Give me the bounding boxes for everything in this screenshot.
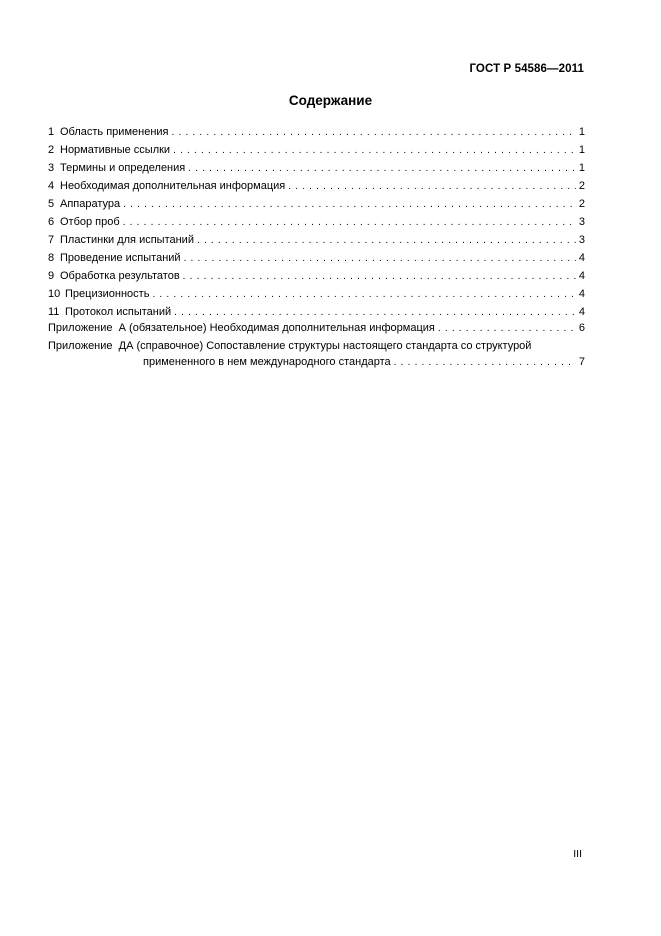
toc-entry-number: 10 bbox=[48, 288, 61, 300]
table-of-contents bbox=[48, 121, 585, 369]
toc-entry-title: Отбор проб bbox=[60, 216, 120, 228]
toc-entry-title: Обработка результатов bbox=[60, 270, 180, 282]
toc-leader-dots bbox=[173, 144, 576, 157]
toc-entry-title: Пластинки для испытаний bbox=[60, 234, 194, 246]
toc-appendix-title: ДА (справочное) Сопоставление структуры настоящего стандарта со структурой bbox=[118, 340, 532, 352]
toc-entry-11[interactable] bbox=[48, 301, 585, 319]
toc-entry-number: 6 bbox=[48, 216, 55, 228]
toc-entry-title: Аппаратура bbox=[60, 198, 121, 210]
toc-entry-8[interactable] bbox=[48, 247, 585, 265]
toc-entry-title: Проведение испытаний bbox=[60, 252, 181, 264]
toc-entry-number: 2 bbox=[48, 144, 55, 156]
toc-entry-2[interactable] bbox=[48, 139, 585, 157]
toc-appendix-title-continued: примененного в нем международного стандарта bbox=[143, 356, 391, 368]
toc-entry-number: 11 bbox=[48, 306, 60, 318]
toc-leader-dots bbox=[123, 216, 576, 229]
toc-leader-dots bbox=[288, 180, 576, 193]
toc-entry-page: 1 bbox=[578, 144, 585, 156]
toc-entry-5[interactable] bbox=[48, 193, 585, 211]
toc-leader-dots bbox=[183, 270, 576, 283]
toc-entry-page: 3 bbox=[578, 234, 585, 246]
toc-appendix-title: А (обязательное) Необходимая дополнительная информация bbox=[118, 322, 435, 334]
toc-entry-6[interactable] bbox=[48, 211, 585, 229]
toc-entry-page: 1 bbox=[578, 126, 585, 138]
toc-entry-number: 4 bbox=[48, 180, 55, 192]
toc-leader-dots bbox=[172, 126, 577, 139]
toc-entry-page: 4 bbox=[578, 270, 585, 282]
toc-entry-title: Термины и определения bbox=[60, 162, 186, 174]
toc-entry-number: 7 bbox=[48, 234, 55, 246]
toc-entry-number: 8 bbox=[48, 252, 55, 264]
toc-entry-page: 4 bbox=[578, 288, 585, 300]
toc-entry-page: 1 bbox=[578, 162, 585, 174]
toc-entry-number: 3 bbox=[48, 162, 55, 174]
toc-entry-9[interactable] bbox=[48, 265, 585, 283]
page-number: III bbox=[573, 848, 582, 860]
document-code: ГОСТ Р 54586—2011 bbox=[469, 63, 584, 75]
toc-entry-title: Нормативные ссылки bbox=[60, 144, 171, 156]
toc-appendix-prefix: Приложение bbox=[48, 322, 113, 334]
toc-leader-dots bbox=[197, 234, 576, 247]
toc-entry-page: 4 bbox=[578, 306, 585, 318]
toc-entry-number: 1 bbox=[48, 126, 55, 138]
toc-entry-number: 5 bbox=[48, 198, 55, 210]
toc-leader-dots bbox=[438, 322, 576, 335]
toc-leader-dots bbox=[123, 198, 576, 211]
toc-entry-page: 7 bbox=[578, 356, 585, 368]
toc-entry-page: 2 bbox=[578, 180, 585, 192]
toc-entry-3[interactable] bbox=[48, 157, 585, 175]
toc-entry-title: Необходимая дополнительная информация bbox=[60, 180, 286, 192]
toc-entry-10[interactable] bbox=[48, 283, 585, 301]
toc-entry-title: Протокол испытаний bbox=[65, 306, 172, 318]
toc-appendix-da[interactable] bbox=[48, 337, 585, 369]
toc-entry-page: 6 bbox=[578, 322, 585, 334]
toc-entry-title: Область применения bbox=[60, 126, 169, 138]
toc-entry-page: 3 bbox=[578, 216, 585, 228]
toc-title: Содержание bbox=[288, 93, 373, 108]
toc-leader-dots bbox=[184, 252, 576, 265]
toc-entry-number: 9 bbox=[48, 270, 55, 282]
toc-leader-dots bbox=[188, 162, 576, 175]
toc-entry-page: 4 bbox=[578, 252, 585, 264]
toc-entry-page: 2 bbox=[578, 198, 585, 210]
toc-leader-dots bbox=[394, 356, 576, 369]
toc-entry-4[interactable] bbox=[48, 175, 585, 193]
toc-appendix-prefix: Приложение bbox=[48, 340, 113, 352]
toc-entry-7[interactable] bbox=[48, 229, 585, 247]
toc-leader-dots bbox=[174, 306, 576, 319]
toc-entry-1[interactable] bbox=[48, 121, 585, 139]
toc-appendix-a[interactable] bbox=[48, 319, 585, 335]
toc-leader-dots bbox=[152, 288, 576, 301]
toc-entry-title: Прецизионность bbox=[65, 288, 150, 300]
